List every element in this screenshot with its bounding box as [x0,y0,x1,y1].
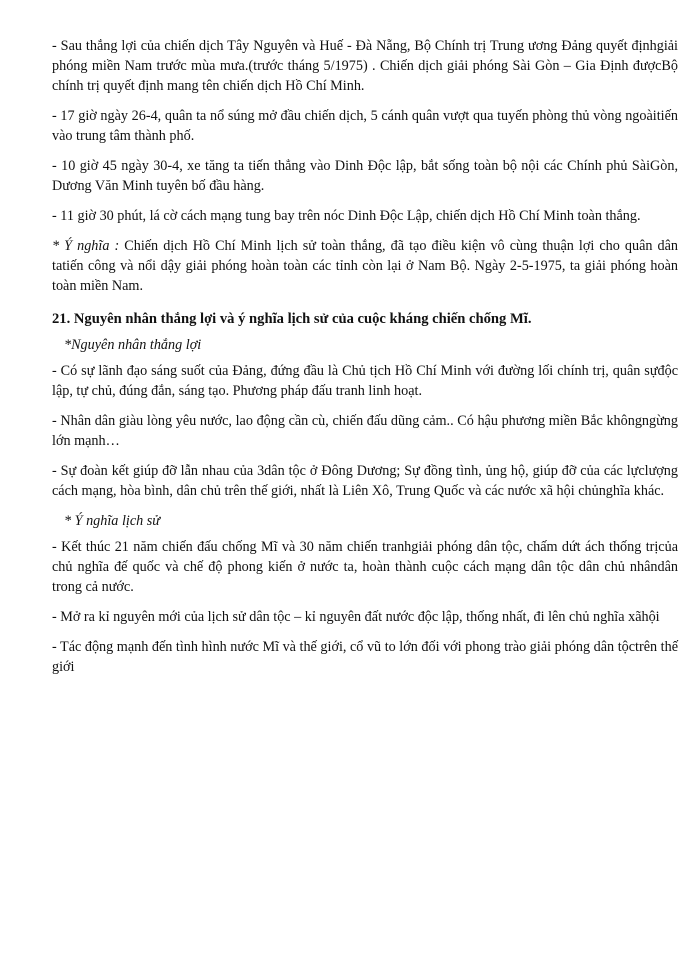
paragraph-april-26: - 17 giờ ngày 26-4, quân ta nổ súng mở đầu chiến dịch, 5 cánh quân vượt qua tuyến phòng thủ vòng ngoàitiến vào trung tâm thành phố. [52,108,678,144]
paragraph-meaning-world-impact: - Tác động mạnh đến tình hình nước Mĩ và thế giới, cổ vũ to lớn đối với phong trào giải phóng dân tộctrên thế giới [52,639,678,675]
paragraph-meaning-end-war: - Kết thúc 21 năm chiến đấu chống Mĩ và 30 năm chiến tranhgiải phóng dân tộc, chấm dứt ách thống trịcủa chủ nghĩa đế quốc và chế độ phong kiến ở nước ta, hoàn thành cuộc cách mạng dân tộc dân chủ nhândân trong cả nước. [52,539,678,595]
paragraph-april-30: - 10 giờ 45 ngày 30-4, xe tăng ta tiến thẳng vào Dinh Độc lập, bắt sống toàn bộ nội các Chính phủ SàiGòn, Dương Văn Minh tuyên bố đầu hàng. [52,158,678,194]
paragraph-meaning-new-era: - Mở ra kỉ nguyên mới của lịch sử dân tộc – kỉ nguyên đất nước độc lập, thống nhất, đi lên chủ nghĩa xãhội [52,609,660,625]
paragraph-campaign-decision: - Sau thắng lợi của chiến dịch Tây Nguyên và Huế - Đà Nẵng, Bộ Chính trị Trung ương Đảng quyết địnhgiải phóng miền Nam trước mùa mưa.(trước tháng 5/1975) . Chiến dịch giải phóng Sài Gòn – Gia Định đượcBộ chính trị quyết định mang tên chiến dịch Hồ Chí Minh. [52,38,678,94]
paragraph-cause-people: - Nhân dân giàu lòng yêu nước, lao động cần cù, chiến đấu dũng cảm.. Có hậu phương miền Bắc khôngngừng lớn mạnh… [52,413,678,449]
meaning-label: * Ý nghĩa : [52,238,120,254]
subheading-causes: *Nguyên nhân thắng lợi [64,337,202,353]
subheading-historical-meaning: * Ý nghĩa lịch sử [64,513,161,529]
section-heading-21: 21. Nguyên nhân thắng lợi và ý nghĩa lịch sử của cuộc kháng chiến chống Mĩ. [52,311,532,327]
paragraph-cause-solidarity: - Sự đoàn kết giúp đỡ lẫn nhau của 3dân tộc ở Đông Dương; Sự đồng tình, ủng hộ, giúp đỡ của các lựclượng cách mạng, hòa bình, dân chủ trên thế giới, nhất là Liên Xô, Trung Quốc và các nước xã hội chủnghĩa khác. [52,463,678,499]
paragraph-campaign-meaning [52,236,678,296]
meaning-text: Chiến dịch Hồ Chí Minh lịch sử toàn thắng, đã tạo điều kiện vô cùng thuận lợi cho quân dân tatiến công và nổi dậy giải phóng hoàn toàn các tỉnh còn lại ở Nam Bộ. Ngày 2-5-1975, ta giải phóng hoàn toàn miền Nam. [52,238,679,294]
paragraph-cause-leadership: - Có sự lãnh đạo sáng suốt của Đảng, đứng đầu là Chủ tịch Hồ Chí Minh với đường lối chính trị, quân sựđộc lập, tự chủ, đúng đắn, sáng tạo. Phương pháp đấu tranh linh hoạt. [52,363,678,399]
paragraph-flag-raised: - 11 giờ 30 phút, lá cờ cách mạng tung bay trên nóc Dinh Độc Lập, chiến dịch Hồ Chí Minh toàn thắng. [52,208,641,224]
